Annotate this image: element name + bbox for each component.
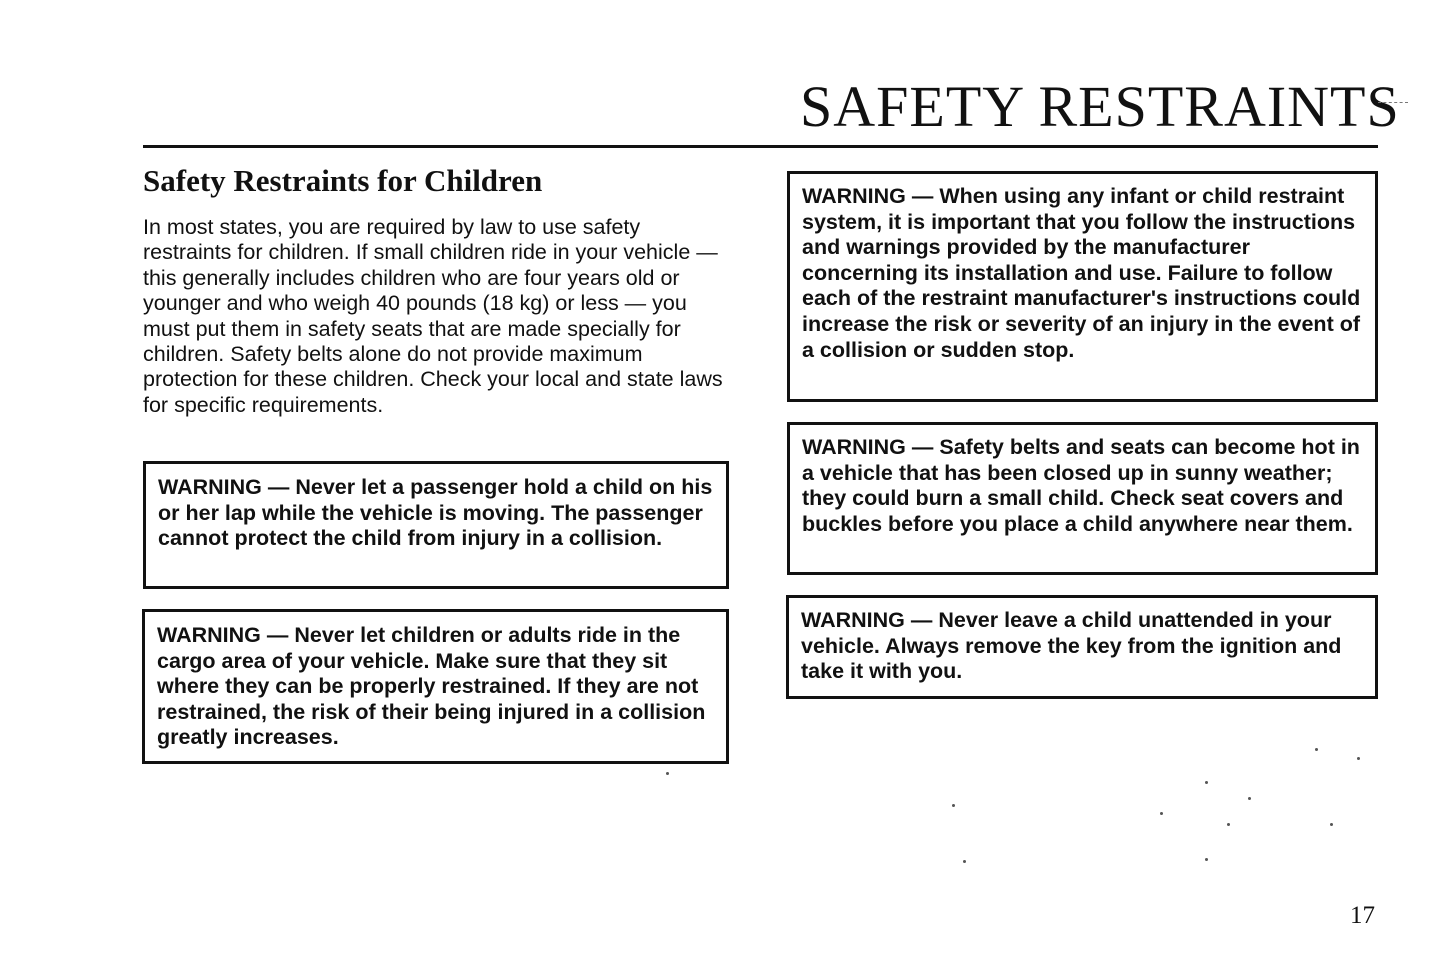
header-rule [143,145,1378,148]
page-header-title: SAFETY RESTRAINTS [800,74,1400,139]
scan-speck [963,860,966,863]
scan-speck [1248,797,1251,800]
section-title: Safety Restraints for Children [143,163,543,198]
warning-manufacturer-instructions: WARNING — When using any infant or child restraint system, it is important that you follow the instructions and warnings provided by the manufacturer concerning its installation and use. Failure to follow each of the restraint manufacturer's instructions could increase the risk or severity of an injury in the event of a collision or sudden stop. [787,171,1378,402]
warning-unattended-child: WARNING — Never leave a child unattended in your vehicle. Always remove the key from the ignition and take it with you. [786,595,1378,699]
scan-speck [1205,858,1208,861]
scan-speck [952,804,955,807]
header-scan-mark [1378,102,1408,103]
scan-speck [1160,812,1163,815]
warning-hot-seats: WARNING — Safety belts and seats can become hot in a vehicle that has been closed up in sunny weather; they could burn a small child. Check seat covers and buckles before you place a child anywhere near them. [787,422,1378,575]
warning-cargo-area: WARNING — Never let children or adults ride in the cargo area of your vehicle. Make sure that they sit where they can be properly restrained. If they are not restrained, the risk of their being injured in a collision greatly increases. [142,609,729,764]
scan-speck [1315,748,1318,751]
scan-speck [1205,781,1208,784]
intro-paragraph: In most states, you are required by law to use safety restraints for children. If small children ride in your vehicle — this generally includes children who are four years old or younger and who weigh 40 pounds (18 kg) or less — you must put them in safety seats that are made specially for children. Safety belts alone do not provide maximum protection for these children. Check your local and state laws for specific requirements. [143,215,723,417]
scan-speck [1357,757,1360,760]
warning-lap-child: WARNING — Never let a passenger hold a child on his or her lap while the vehicle is moving. The passenger cannot protect the child from injury in a collision. [143,461,729,589]
scan-speck [1227,823,1230,826]
scan-speck [666,772,669,775]
page-number: 17 [1350,902,1375,929]
scan-speck [1330,823,1333,826]
